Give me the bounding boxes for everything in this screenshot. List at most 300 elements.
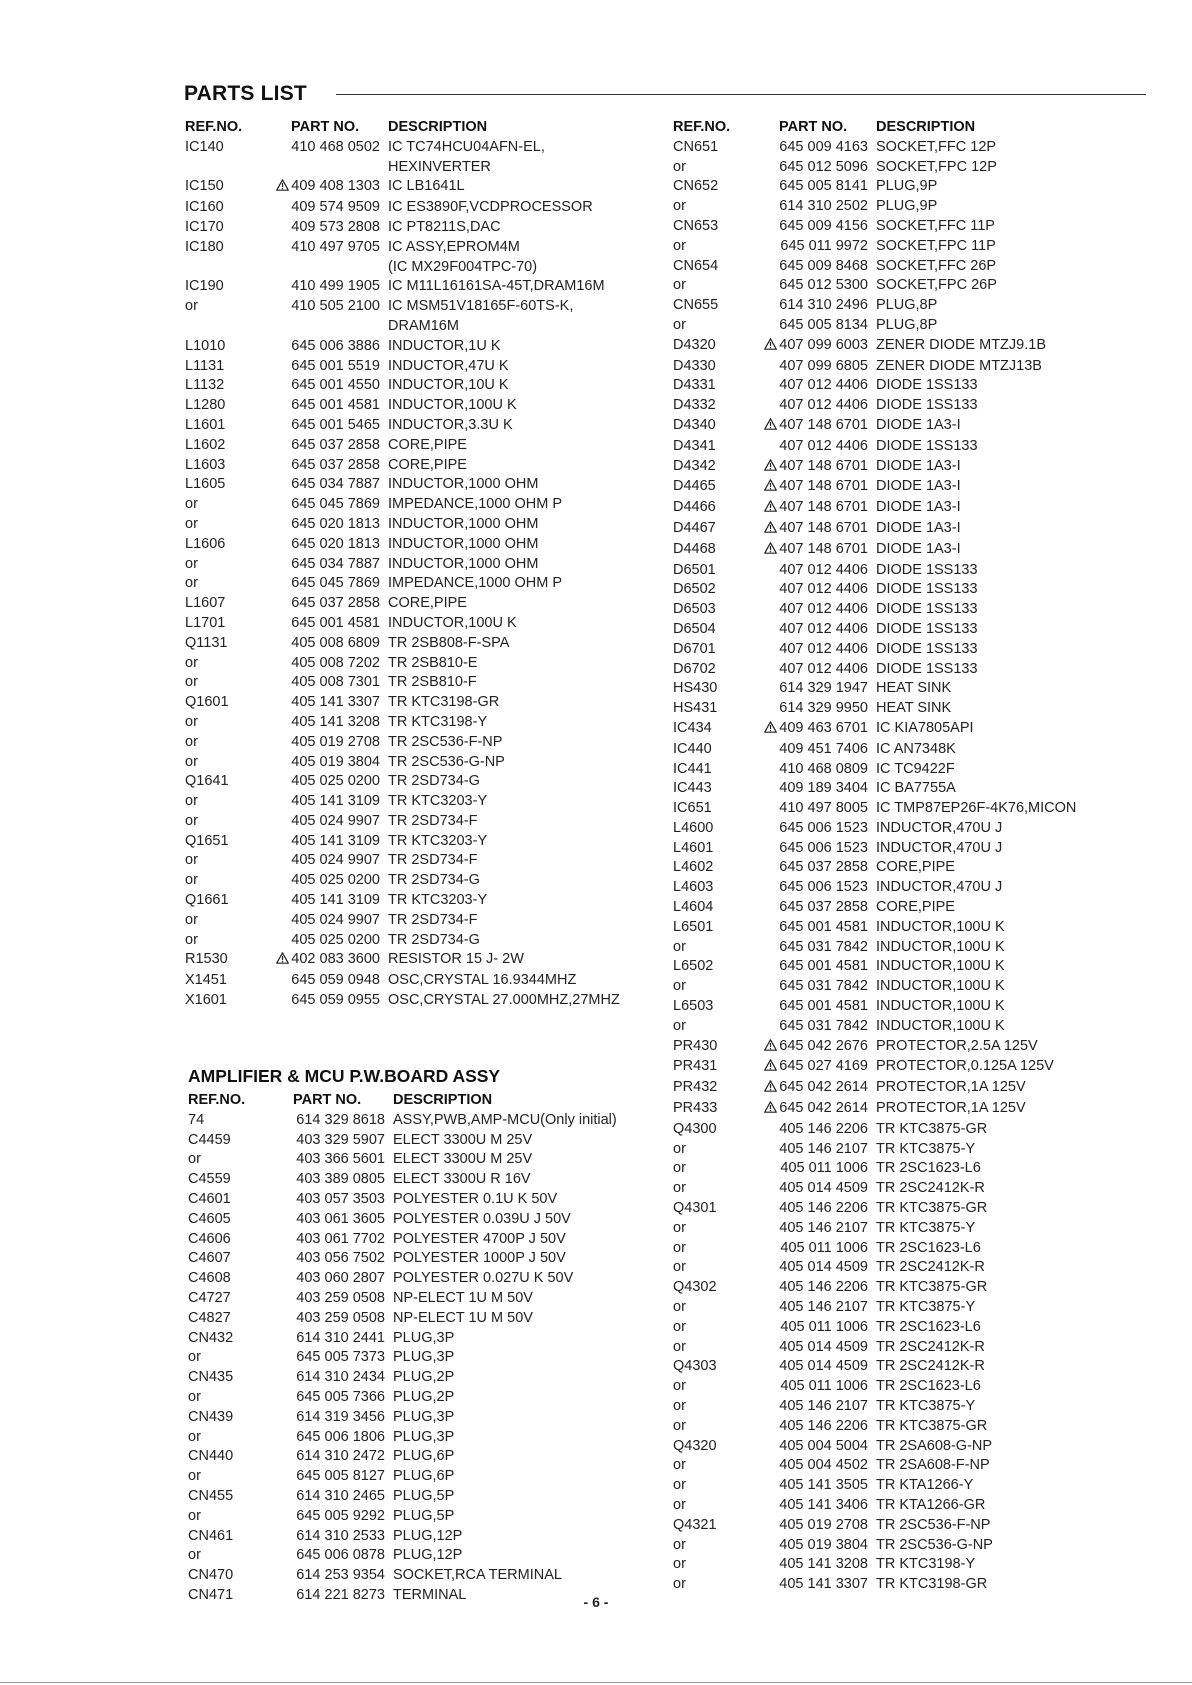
description-cell: TR KTC3198-Y [876,1556,976,1573]
part-no-cell [754,1338,876,1358]
part-no-text: 405 004 5004 [779,1437,868,1454]
description-cell: DRAM16M [388,317,459,334]
table-row [673,1575,1076,1595]
description-cell: INDUCTOR,100U K [876,938,1005,955]
part-no-text: 405 011 1006 [780,1378,868,1395]
part-no-text: 407 148 6701 [779,457,868,474]
description-cell: IC MSM51V18165F-60TS-K, [388,298,574,315]
part-no-cell [266,198,388,218]
part-no-cell [754,977,876,997]
table-row [673,1456,1076,1476]
part-no-text: 403 060 2807 [296,1270,385,1287]
part-no-cell [266,673,388,693]
description-cell: IC KIA7805API [876,719,974,736]
part-no-text: 645 005 7373 [296,1349,385,1366]
ref-no-cell: C4608 [188,1270,231,1287]
table-row [673,1037,1076,1058]
table-row [185,218,620,238]
ref-no-cell: IC170 [185,218,224,235]
description-cell: TR KTC3875-GR [876,1279,988,1296]
description-cell: NP-ELECT 1U M 50V [393,1289,533,1306]
part-no-cell [754,957,876,977]
description-cell: IC BA7755A [876,780,956,797]
part-no-cell [754,1516,876,1536]
table-body [185,138,620,1011]
ref-no-cell: or [185,793,198,810]
part-no-cell [266,277,388,297]
description-cell: IC LB1641L [388,178,465,195]
table-row [673,1417,1076,1437]
part-no-text: 407 148 6701 [779,478,868,495]
table-row [673,977,1076,997]
description-cell: TR 2SC2412K-R [876,1338,985,1355]
part-no-text: 614 221 8273 [296,1586,385,1603]
part-no-cell [754,1476,876,1496]
part-no-text: 410 499 1905 [291,278,380,295]
ref-no-cell: or [185,753,198,770]
table-row [188,1507,617,1527]
part-no-text: 645 001 4581 [779,998,868,1015]
part-no-text: 645 012 5096 [779,158,868,175]
part-no-text: 645 005 8127 [296,1468,385,1485]
part-no-cell [268,1408,393,1428]
table-header [673,118,1076,138]
ref-no-cell: or [185,911,198,928]
table-row [673,376,1076,396]
description-cell: TR 2SA608-G-NP [876,1437,993,1454]
ref-no-header: REF.NO. [185,119,243,135]
description-cell: PROTECTOR,1A 125V [876,1100,1026,1117]
part-no-text: 405 019 2708 [291,733,380,750]
part-no-cell [754,1179,876,1199]
description-cell: SOCKET,FFC 12P [876,138,997,155]
part-no-text: 645 034 7887 [291,555,380,572]
table-row [673,679,1076,699]
part-no-cell [268,1210,393,1230]
ref-no-cell: or [188,1547,201,1564]
safety-warning-icon [764,1079,777,1099]
safety-warning-icon [764,720,777,740]
safety-warning-icon [764,1038,777,1058]
part-no-text: 405 011 1006 [780,1239,868,1256]
description-cell: TR 2SC1623-L6 [876,1160,981,1177]
part-no-text: 405 146 2107 [779,1299,868,1316]
part-no-cell [266,376,388,396]
table-row [185,337,620,357]
table-row [673,257,1076,277]
part-no-cell [266,357,388,377]
part-no-text: 405 146 2206 [779,1120,868,1137]
part-no-text: 405 004 4502 [779,1457,868,1474]
part-no-cell [754,1140,876,1160]
description-cell: CORE,PIPE [876,859,955,876]
ref-no-cell: L4600 [673,819,714,836]
ref-no-cell: X1451 [185,972,227,989]
table-row [185,495,620,515]
description-cell: HEXINVERTER [388,158,491,175]
part-no-text: 407 148 6701 [779,540,868,557]
ref-no-cell: or [185,298,198,315]
description-cell: TR 2SB810-F [388,674,477,691]
table-row [673,1318,1076,1338]
part-no-cell [266,416,388,436]
part-no-cell [754,938,876,958]
ref-no-cell: or [673,1576,686,1593]
part-no-cell [754,760,876,780]
description-cell: PROTECTOR,0.125A 125V [876,1058,1054,1075]
part-no-cell [268,1447,393,1467]
ref-no-cell: or [673,1536,686,1553]
description-cell: INDUCTOR,100U K [388,614,517,631]
table-row [673,997,1076,1017]
ref-no-cell: L4602 [673,859,714,876]
part-no-cell [266,634,388,654]
description-cell: TR 2SC536-F-NP [876,1516,991,1533]
part-no-cell [266,911,388,931]
part-no-cell [754,719,876,740]
description-cell: PLUG,6P [393,1448,455,1465]
bottom-rule [0,1682,1192,1683]
description-cell: DIODE 1A3-I [876,457,961,474]
safety-warning-icon [764,499,777,519]
part-no-text: 405 146 2206 [779,1417,868,1434]
ref-no-cell: PR431 [673,1058,718,1075]
table-row [673,1120,1076,1140]
table-row [673,237,1076,257]
part-no-cell [266,654,388,674]
part-no-text: 407 099 6805 [779,357,868,374]
description-cell: PLUG,3P [393,1329,455,1346]
part-no-cell [266,297,388,317]
table-row [188,1170,617,1190]
table-row [185,911,620,931]
ref-no-cell: D4465 [673,478,716,495]
ref-no-cell: HS431 [673,700,718,717]
description-cell: TR 2SD734-F [388,812,478,829]
table-row [673,1377,1076,1397]
table-row [673,396,1076,416]
description-cell: ELECT 3300U R 16V [393,1171,531,1188]
ref-no-cell: or [185,733,198,750]
table-row [185,475,620,495]
ref-no-cell: C4607 [188,1250,231,1267]
ref-no-cell: or [673,1219,686,1236]
description-cell: TR 2SA608-F-NP [876,1457,990,1474]
part-no-cell [754,1219,876,1239]
part-no-text: 407 012 4406 [779,620,868,637]
part-no-text: 405 146 2206 [779,1279,868,1296]
description-cell: DIODE 1A3-I [876,540,961,557]
description-cell: INDUCTOR,3.3U K [388,416,513,433]
ref-no-cell: PR430 [673,1037,718,1054]
part-no-cell [266,138,388,158]
part-no-text: 403 057 3503 [296,1190,385,1207]
part-no-text: 410 497 9705 [291,238,380,255]
table-row [673,1199,1076,1219]
part-no-cell [754,1357,876,1377]
part-no-text: 614 310 2441 [296,1329,385,1346]
table-row [188,1487,617,1507]
part-no-cell [268,1566,393,1586]
ref-no-cell: or [188,1151,201,1168]
part-no-cell [754,276,876,296]
ref-no-cell [185,258,266,278]
description-cell: ASSY,PWB,AMP-MCU(Only initial) [393,1111,617,1128]
table-row [673,477,1076,498]
description-cell: TR KTC3198-GR [876,1576,988,1593]
part-no-cell [754,640,876,660]
description-cell: PLUG,12P [393,1547,463,1564]
ref-no-cell: L1606 [185,535,226,552]
part-no-cell [754,296,876,316]
part-no-cell [266,733,388,753]
table-row [185,950,620,971]
part-no-text: 403 259 0508 [296,1309,385,1326]
part-no-cell [754,1037,876,1058]
table-row [673,600,1076,620]
ref-no-cell: or [673,1318,686,1335]
description-cell: DIODE 1SS133 [876,660,978,677]
ref-no-cell: or [673,1556,686,1573]
description-cell: IC ES3890F,VCDPROCESSOR [388,199,593,216]
part-no-text: 614 329 9950 [779,700,868,717]
ref-no-cell: Q1651 [185,832,229,849]
part-no-cell [266,851,388,871]
part-no-cell [754,376,876,396]
table-row [185,812,620,832]
header-row [188,1091,617,1111]
ref-no-cell: C4606 [188,1230,231,1247]
table-row [185,515,620,535]
ref-no-cell: CN654 [673,257,719,274]
table-row [673,1357,1076,1377]
description-cell: TR KTC3203-Y [388,832,488,849]
part-no-text: 405 141 3109 [291,892,380,909]
part-no-text: 405 011 1006 [780,1318,868,1335]
ref-no-cell: IC440 [673,740,712,757]
part-no-text: 407 099 6003 [779,336,868,353]
table-row [673,580,1076,600]
table-row [673,640,1076,660]
ref-no-cell: CN652 [673,178,719,195]
description-cell: TR 2SD734-G [388,931,480,948]
description-cell: INDUCTOR,100U K [876,958,1005,975]
description-cell: TR KTC3875-Y [876,1398,976,1414]
part-no-text: 645 005 8134 [779,316,868,333]
part-no-text: 409 408 1303 [291,178,380,195]
description-cell: OSC,CRYSTAL 16.9344MHZ [388,972,577,989]
table-row [185,654,620,674]
table-row [673,158,1076,178]
part-no-text: 645 031 7842 [779,978,868,995]
ref-no-cell: C4459 [188,1131,231,1148]
ref-no-cell: IC180 [185,238,224,255]
description-cell: INDUCTOR,470U J [876,819,1003,836]
ref-no-cell: CN440 [188,1448,234,1465]
ref-no-cell: D4466 [673,499,716,516]
ref-no-cell: IC443 [673,780,712,797]
safety-warning-icon [276,178,289,198]
ref-no-cell: or [673,316,686,333]
description-cell: HEAT SINK [876,700,952,717]
description-cell: IC TC9422F [876,760,955,777]
description-cell: PLUG,5P [393,1487,455,1504]
part-no-text: 405 141 3505 [779,1477,868,1494]
part-no-text: 409 189 3404 [779,780,868,797]
description-cell: (IC MX29F004TPC-70) [388,258,538,275]
description-cell: DIODE 1A3-I [876,499,961,516]
table-row [673,1496,1076,1516]
table-row [673,1555,1076,1575]
ref-no-cell: or [185,674,198,691]
ref-no-cell: Q4321 [673,1516,717,1533]
part-no-cell [268,1368,393,1388]
part-no-text: 645 005 7366 [296,1388,385,1405]
table-row [673,197,1076,217]
table-row [673,1298,1076,1318]
description-cell: DIODE 1SS133 [876,397,978,414]
safety-warning-icon [764,520,777,540]
part-no-cell [754,1159,876,1179]
part-no-text: 407 012 4406 [779,601,868,618]
table-row [673,561,1076,581]
part-no-text: 614 310 2502 [779,198,868,215]
table-row [673,699,1076,719]
description-cell: SOCKET,FPC 26P [876,277,997,294]
table-row [188,1249,617,1269]
description-cell: PLUG,6P [393,1468,455,1485]
description-cell: ELECT 3300U M 25V [393,1131,533,1148]
part-no-cell [754,1575,876,1595]
part-no-text: 645 005 8141 [779,178,868,195]
table-row [673,540,1076,561]
ref-no-cell: D4332 [673,397,716,414]
description-cell: TR 2SC1623-L6 [876,1378,981,1395]
ref-no-header: REF.NO. [673,119,731,135]
ref-no-cell: CN455 [188,1487,234,1504]
part-no-text: 407 148 6701 [779,499,868,516]
part-no-cell [266,495,388,515]
part-no-cell [754,580,876,600]
part-no-cell [754,437,876,457]
table-row [185,277,620,297]
part-no-text: 405 025 0200 [291,773,380,790]
description-cell: TR 2SC1623-L6 [876,1318,981,1335]
description-cell: TR 2SD734-F [388,852,478,869]
part-no-text: 614 310 2434 [296,1369,385,1386]
part-no-cell [754,257,876,277]
part-no-cell [266,218,388,238]
description-cell: PLUG,8P [876,316,938,333]
table-row [188,1388,617,1408]
part-no-text: 645 001 4581 [779,958,868,975]
part-no-text: 645 020 1813 [291,515,380,532]
ref-no-cell: or [673,1398,686,1414]
ref-no-cell: L4601 [673,839,714,856]
ref-no-cell: or [185,812,198,829]
table-row [185,297,620,317]
part-no-text: 405 146 2107 [779,1219,868,1236]
part-no-text: 645 037 2858 [779,859,868,876]
part-no-cell [266,475,388,495]
title-rule [336,94,1146,95]
table-row [673,316,1076,336]
part-no-cell [754,1417,876,1437]
ref-no-cell: or [673,1160,686,1177]
part-no-text: 645 037 2858 [291,456,380,473]
ref-no-cell: CN655 [673,297,719,314]
description-cell: INDUCTOR,100U K [876,918,1005,935]
ref-no-cell: or [673,1477,686,1494]
safety-warning-icon [764,541,777,561]
table-row [673,839,1076,859]
description-cell: POLYESTER 0.027U K 50V [393,1270,574,1287]
ref-no-cell: L1132 [185,377,225,394]
ref-no-cell: D6702 [673,660,716,677]
ref-no-cell: D4467 [673,519,716,536]
part-no-cell [754,197,876,217]
part-no-cell [754,316,876,336]
ref-no-cell: or [673,1378,686,1395]
part-no-text: 645 037 2858 [291,436,380,453]
description-cell: TR 2SC2412K-R [876,1180,985,1197]
table-row [185,772,620,792]
part-no-cell [266,594,388,614]
description-cell: RESISTOR 15 J- 2W [388,951,524,968]
ref-no-cell: or [188,1349,201,1366]
ref-no-cell: CN435 [188,1369,234,1386]
part-no-text: 645 006 1523 [779,819,868,836]
ref-no-cell: C4559 [188,1171,231,1188]
part-no-cell [754,1017,876,1037]
part-no-cell [754,997,876,1017]
table-row [188,1150,617,1170]
table-row [185,851,620,871]
description-cell: DIODE 1SS133 [876,581,978,598]
part-no-text: 407 148 6701 [779,416,868,433]
table-row [673,296,1076,316]
part-no-text: 405 141 3208 [291,713,380,730]
part-no-text: 614 310 2472 [296,1448,385,1465]
part-no-text: 614 253 9354 [296,1567,385,1584]
part-no-cell [268,1507,393,1527]
ref-no-cell: or [673,158,686,175]
part-no-text: 405 024 9907 [291,911,380,928]
part-no-cell [266,812,388,832]
ref-no-cell: L6502 [673,958,714,975]
part-no-cell [754,336,876,357]
table-row [673,1516,1076,1536]
safety-warning-icon [276,951,289,971]
part-no-text: 405 008 7202 [291,654,380,671]
part-no-cell [266,772,388,792]
part-no-text: 403 061 3605 [296,1210,385,1227]
part-no-cell [266,614,388,634]
table-row [185,238,620,258]
part-no-cell [754,1298,876,1318]
part-no-cell [754,540,876,561]
table-row [673,357,1076,377]
table-row [673,719,1076,740]
description-cell: CORE,PIPE [388,456,467,473]
part-no-cell [754,898,876,918]
part-no-text: 645 006 1523 [779,879,868,896]
part-no-text: 407 012 4406 [779,561,868,578]
part-no-text: 645 042 2676 [779,1037,868,1054]
part-no-text: 645 006 1523 [779,839,868,856]
table-row [185,198,620,218]
description-cell: INDUCTOR,1000 OHM [388,555,539,572]
